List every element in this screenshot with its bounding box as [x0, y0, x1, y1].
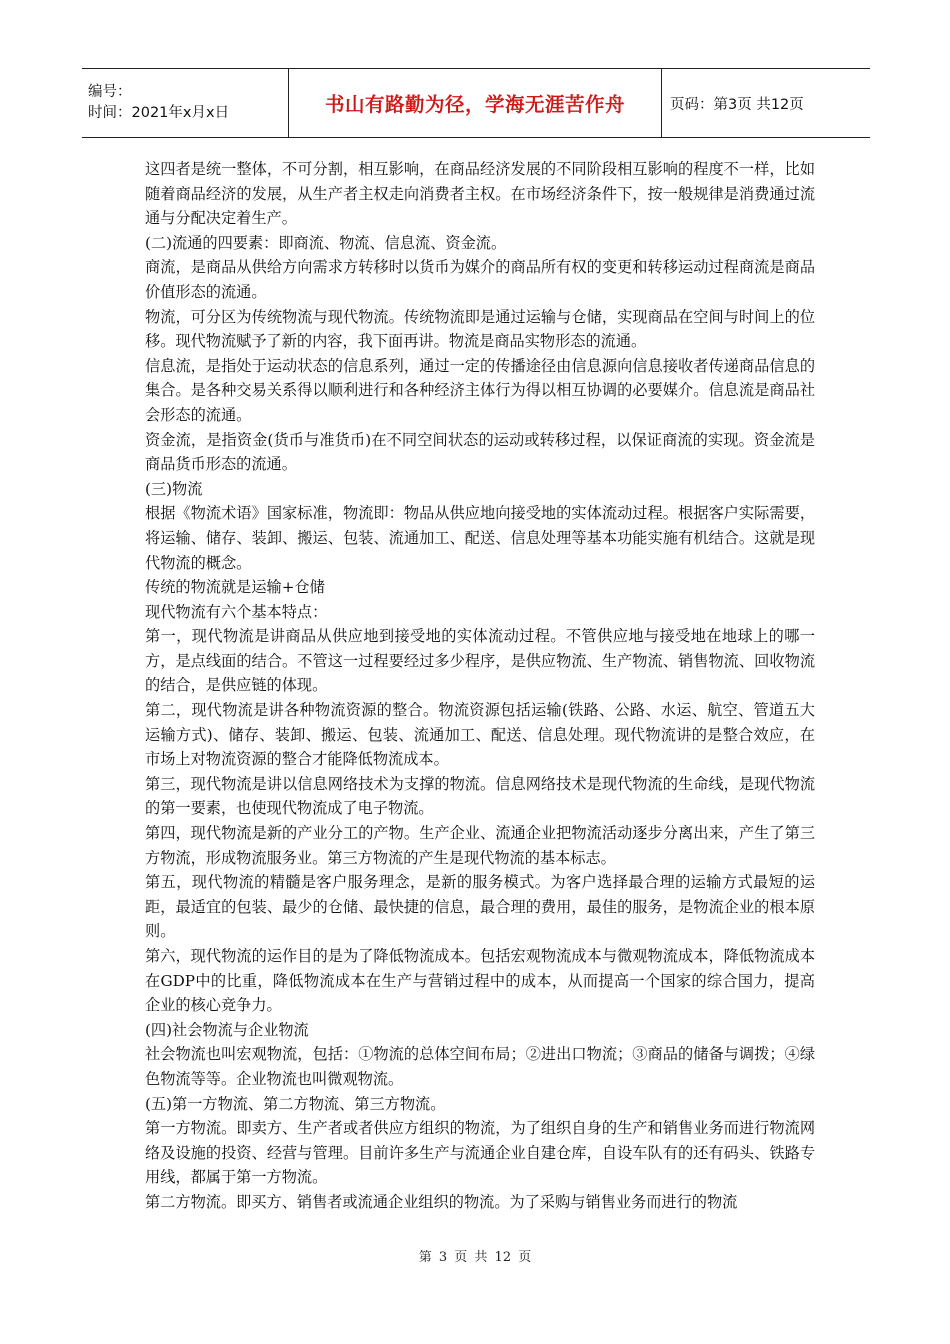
header-motto-cell: [289, 69, 662, 137]
header-motto: 书山有路勤为径，学海无涯苦作舟: [324, 93, 625, 116]
section-heading: (三)物流: [145, 479, 203, 498]
paragraph: 第二方物流。即买方、销售者或流通企业组织的物流。为了采购与销售业务而进行的物流: [145, 1192, 738, 1211]
paragraph: 第一方物流。即卖方、生产者或者供应方组织的物流，为了组织自身的生产和销售业务而进行物流网络及设施的投资、经营与管理。目前许多生产与流通企业自建仓库，自设车队有的还有码头、铁路专用线，都属于第一方物流。: [145, 1119, 815, 1187]
section-heading: (五)第一方物流、第二方物流、第三方物流。: [145, 1094, 446, 1113]
paragraph: 根据《物流术语》国家标准，物流即：物品从供应地向接受地的实体流动过程。根据客户实际需要，将运输、储存、装卸、搬运、包装、流通加工、配送、信息处理等基本功能实施有机结合。这就是现代物流的概念。: [145, 504, 815, 572]
paragraph: 社会物流也叫宏观物流，包括：①物流的总体空间布局；②进出口物流；③商品的储备与调拨；④绿色物流等等。企业物流也叫微观物流。: [145, 1045, 815, 1088]
paragraph: 第一，现代物流是讲商品从供应地到接受地的实体流动过程。不管供应地与接受地在地球上的哪一方，是点线面的结合。不管这一过程要经过多少程序，是供应物流、生产物流、销售物流、回收物流的结合，是供应链的体现。: [145, 627, 815, 695]
paragraph: 信息流，是指处于运动状态的信息系列，通过一定的传播途径由信息源向信息接收者传递商品信息的集合。是各种交易关系得以顺利进行和各种经济主体行为得以相互协调的必要媒介。信息流是商品社会形态的流通。: [145, 356, 815, 424]
header-page-label: 页码：第3页 共12页: [670, 96, 804, 113]
paragraph: 第二，现代物流是讲各种物流资源的整合。物流资源包括运输(铁路、公路、水运、航空、管道五大运输方式)、储存、装卸、搬运、包装、流通加工、配送、信息处理。现代物流讲的是整合效应，在市场上对物流资源的整合才能降低物流成本。: [145, 701, 815, 769]
paragraph: 第四，现代物流是新的产业分工的产物。生产企业、流通企业把物流活动逐步分离出来，产生了第三方物流，形成物流服务业。第三方物流的产生是现代物流的基本标志。: [145, 824, 815, 867]
header-page-cell: [662, 69, 870, 137]
paragraph: 第六，现代物流的运作目的是为了降低物流成本。包括宏观物流成本与微观物流成本，降低物流成本在GDP中的比重，降低物流成本在生产与营销过程中的成本，从而提高一个国家的综合国力，提高企业的核心竞争力。: [145, 947, 815, 1015]
paragraph: 第三，现代物流是讲以信息网络技术为支撑的物流。信息网络技术是现代物流的生命线，是现代物流的第一要素，也使现代物流成了电子物流。: [145, 774, 815, 818]
paragraph: 现代物流有六个基本特点：: [145, 602, 328, 621]
header-meta: [82, 69, 289, 137]
paragraph: 这四者是统一整体，不可分割，相互影响，在商品经济发展的不同阶段相互影响的程度不一样，比如随着商品经济的发展，从生产者主权走向消费者主权。在市场经济条件下，按一般规律是消费通过流通与分配决定着生产。: [145, 160, 815, 228]
paragraph: 传统的物流就是运输+仓储: [145, 578, 325, 597]
paragraph: 商流，是商品从供给方向需求方转移时以货币为媒介的商品所有权的变更和转移运动过程商流是商品价值形态的流通。: [145, 258, 815, 301]
document-body: [145, 157, 815, 1215]
paragraph: 物流，可分区为传统物流与现代物流。传统物流即是通过运输与仓储，实现商品在空间与时间上的位移。现代物流赋予了新的内容，我下面再讲。物流是商品实物形态的流通。: [145, 307, 815, 351]
paragraph: (二)流通的四要素：即商流、物流、信息流、资金流。: [145, 233, 507, 252]
paragraph: 第五，现代物流的精髓是客户服务理念，是新的服务模式。为客户选择最合理的运输方式最短的运距，最适宜的包装、最少的仓储、最快捷的信息，最合理的费用，最佳的服务，是物流企业的根本原则。: [145, 873, 815, 941]
doc-code-label: 编号：: [88, 84, 132, 100]
doc-date-label: 时间：2021年x月x日: [88, 105, 230, 121]
paragraph: 资金流，是指资金(货币与准货币)在不同空间状态的运动或转移过程，以保证商流的实现。资金流是商品货币形态的流通。: [145, 430, 815, 474]
page-header: [82, 68, 870, 138]
page-footer: 第 3 页 共 12 页: [418, 1250, 532, 1265]
section-heading: (四)社会物流与企业物流: [145, 1020, 309, 1039]
